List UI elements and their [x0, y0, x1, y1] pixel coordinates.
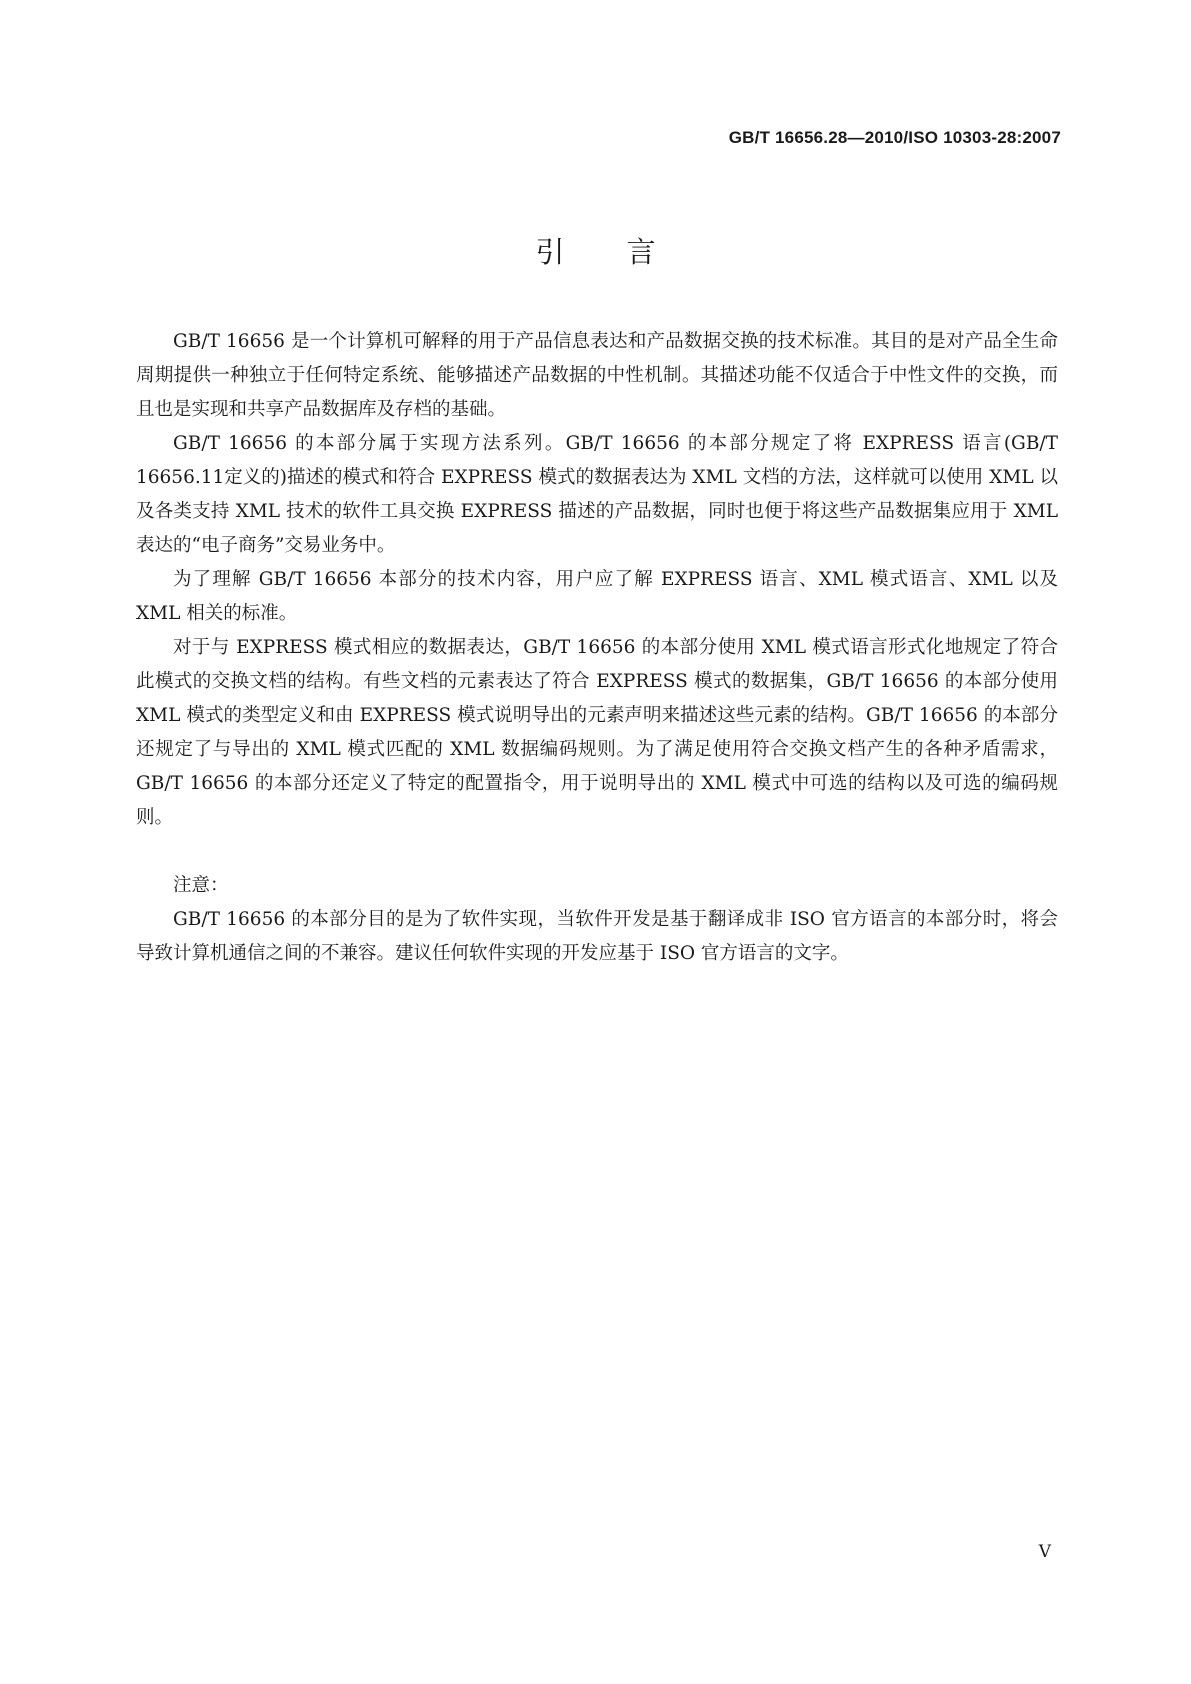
paragraph-3: 为了理解 GB/T 16656 本部分的技术内容，用户应了解 EXPRESS 语言、XML 模式语言、XML 以及 XML 相关的标准。 [136, 569, 1058, 624]
page-number: V [1038, 1542, 1051, 1562]
paragraph-2: GB/T 16656 的本部分属于实现方法系列。GB/T 16656 的本部分规定了将 EXPRESS 语言(GB/T 16656.11定义的)描述的模式和符合 EXPRESS 模式的数据表达为 XML 文档的方法，这样就可以使用 XML 以及各类支持 XML 技术的软件工具交换 EXPRESS 描述的产品数据，同时也便于将这些产品数据集应用于 XML 表达的“电子商务”交易业务中。 [136, 433, 1058, 556]
paragraph-1: GB/T 16656 是一个计算机可解释的用于产品信息表达和产品数据交换的技术标准。其目的是对产品全生命周期提供一种独立于任何特定系统、能够描述产品数据的中性机制。其描述功能不仅适合于中性文件的交换，而且也是实现和共享产品数据库及存档的基础。 [136, 331, 1058, 420]
note-label: 注意： [173, 875, 229, 896]
page-title: 引言 [535, 235, 718, 269]
standard-code-header: GB/T 16656.28—2010/ISO 10303-28:2007 [728, 128, 1061, 147]
paragraph-4: 对于与 EXPRESS 模式相应的数据表达，GB/T 16656 的本部分使用 XML 模式语言形式化地规定了符合此模式的交换文档的结构。有些文档的元素表达了符合 EXPRESS 模式的数据集，GB/T 16656 的本部分使用 XML 模式的类型定义和由 EXPRESS 模式说明导出的元素声明来描述这些元素的结构。GB/T 16656 的本部分还规定了与导出的 XML 模式匹配的 XML 数据编码规则。为了满足使用符合交换文档产生的各种矛盾需求，GB/T 16656 的本部分还定义了特定的配置指令，用于说明导出的 XML 模式中可选的结构以及可选的编码规则。 [136, 637, 1058, 828]
document-body [136, 325, 1058, 971]
note-text: GB/T 16656 的本部分目的是为了软件实现，当软件开发是基于翻译成非 ISO 官方语言的本部分时，将会导致计算机通信之间的不兼容。建议任何软件实现的开发应基于 ISO 官方语言的文字。 [136, 909, 1058, 964]
